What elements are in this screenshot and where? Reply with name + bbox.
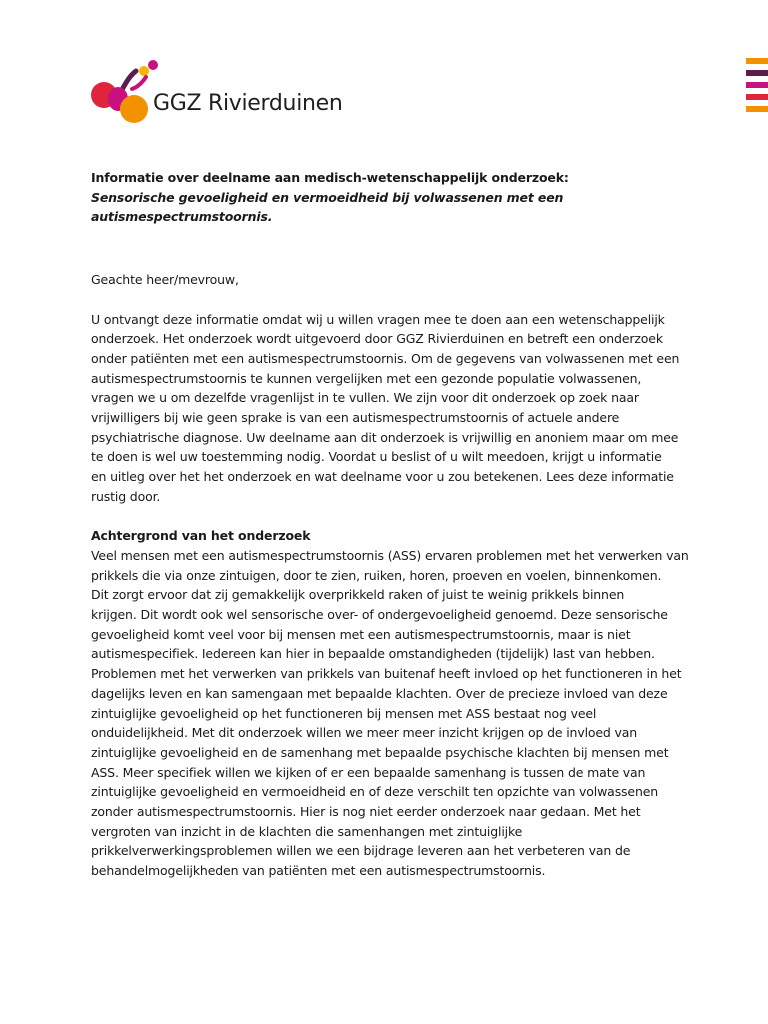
side-bar-stripe (746, 94, 768, 100)
text-line: zintuiglijke gevoeligheid op het functioneren bij mensen met ASS bestaat nog veel (91, 705, 597, 721)
side-bar-stripe (746, 82, 768, 88)
text-line: autismespectrumstoornis te kunnen vergelijken met een gezonde populatie volwassenen, (91, 370, 642, 386)
side-bar-stripe (746, 70, 768, 76)
text-line: dagelijks leven en kan samengaan met bepaalde klachten. Over de precieze invloed van deze (91, 685, 668, 701)
salutation: Geachte heer/mevrouw, (91, 272, 239, 288)
text-line: krijgen. Dit wordt ook wel sensorische over- of ondergevoeligheid genoemd. Deze sensorische (91, 607, 668, 623)
section-heading: Achtergrond van het onderzoek (91, 528, 311, 544)
text-line: onder patiënten met een autismespectrumstoornis. Om de gegevens van volwassenen met een (91, 350, 680, 366)
text-line: zonder autismespectrumstoornis. Hier is nog niet eerder onderzoek naar gedaan. Met het (91, 804, 641, 820)
text-line: Problemen met het verwerken van prikkels van buitenaf heeft invloed op het functioneren in het (91, 666, 682, 682)
text-line: Veel mensen met een autismespectrumstoornis (ASS) ervaren problemen met het verwerken van (91, 547, 689, 563)
background-paragraph (91, 546, 691, 881)
side-bar-stripe (746, 58, 768, 64)
text-line: U ontvangt deze informatie omdat wij u willen vragen mee te doen aan een wetenschappelijk (91, 311, 665, 327)
text-line: prikkels die via onze zintuigen, door te zien, ruiken, horen, proeven en voelen, binnenkomen. (91, 567, 662, 583)
text-line: zintuiglijke gevoeligheid en vermoeidheid en of deze verschilt ten opzichte van volwassenen (91, 784, 659, 800)
text-line: Dit zorgt ervoor dat zij gemakkelijk overprikkeld raken of juist te weinig prikkels binnen (91, 587, 625, 603)
text-line: vergroten van inzicht in de klachten die samenhangen met zintuiglijke (91, 823, 523, 839)
text-line: en uitleg over het het onderzoek en wat deelname voor u zou betekenen. Lees deze informatie (91, 469, 674, 485)
intro-paragraph (91, 310, 691, 507)
text-line: te doen is wel uw toestemming nodig. Voordat u beslist of u wilt meedoen, krijgt u informatie (91, 449, 662, 465)
letter-body (91, 168, 691, 881)
document-subtitle: Sensorische gevoeligheid en vermoeidheid bij volwassenen met een autismespectrumstoornis. (91, 189, 564, 225)
text-line: behandelmogelijkheden van patiënten met een autismespectrumstoornis. (91, 863, 546, 879)
brand-name: GGZ Rivierduinen (153, 91, 343, 116)
text-line: rustig door. (91, 488, 161, 504)
text-line: onduidelijkheid. Met dit onderzoek willen we meer meer inzicht krijgen op de invloed van (91, 725, 638, 741)
document-title: Informatie over deelname aan medisch-wetenschappelijk onderzoek: (91, 170, 569, 185)
text-line: gevoeligheid komt veel voor bij mensen met een autismespectrumstoornis, maar is niet (91, 626, 631, 642)
text-line: zintuiglijke gevoeligheid en de samenhang met bepaalde psychische klachten bij mensen met (91, 744, 669, 760)
text-line: vrijwilligers bij wie geen sprake is van een autismespectrumstoornis of actuele andere (91, 410, 620, 426)
decorative-side-bars (746, 58, 768, 118)
text-line: autismespecifiek. Iedereen kan hier in bepaalde omstandigheden (tijdelijk) last van hebben. (91, 646, 655, 662)
text-line: vragen we u om dezelfde vragenlijst in te vullen. We zijn voor dit onderzoek op zoek naar (91, 390, 639, 406)
ggz-rivierduinen-logo (88, 57, 348, 127)
text-line: prikkelverwerkingsproblemen willen we een bijdrage leveren aan het verbeteren van de (91, 843, 631, 859)
text-line: ASS. Meer specifiek willen we kijken of er een bepaalde samenhang is tussen de mate van (91, 764, 646, 780)
text-line: psychiatrische diagnose. Uw deelname aan dit onderzoek is vrijwillig en anoniem maar om mee (91, 429, 679, 445)
side-bar-stripe (746, 106, 768, 112)
text-line: onderzoek. Het onderzoek wordt uitgevoerd door GGZ Rivierduinen en betreft een onderzoek (91, 331, 663, 347)
